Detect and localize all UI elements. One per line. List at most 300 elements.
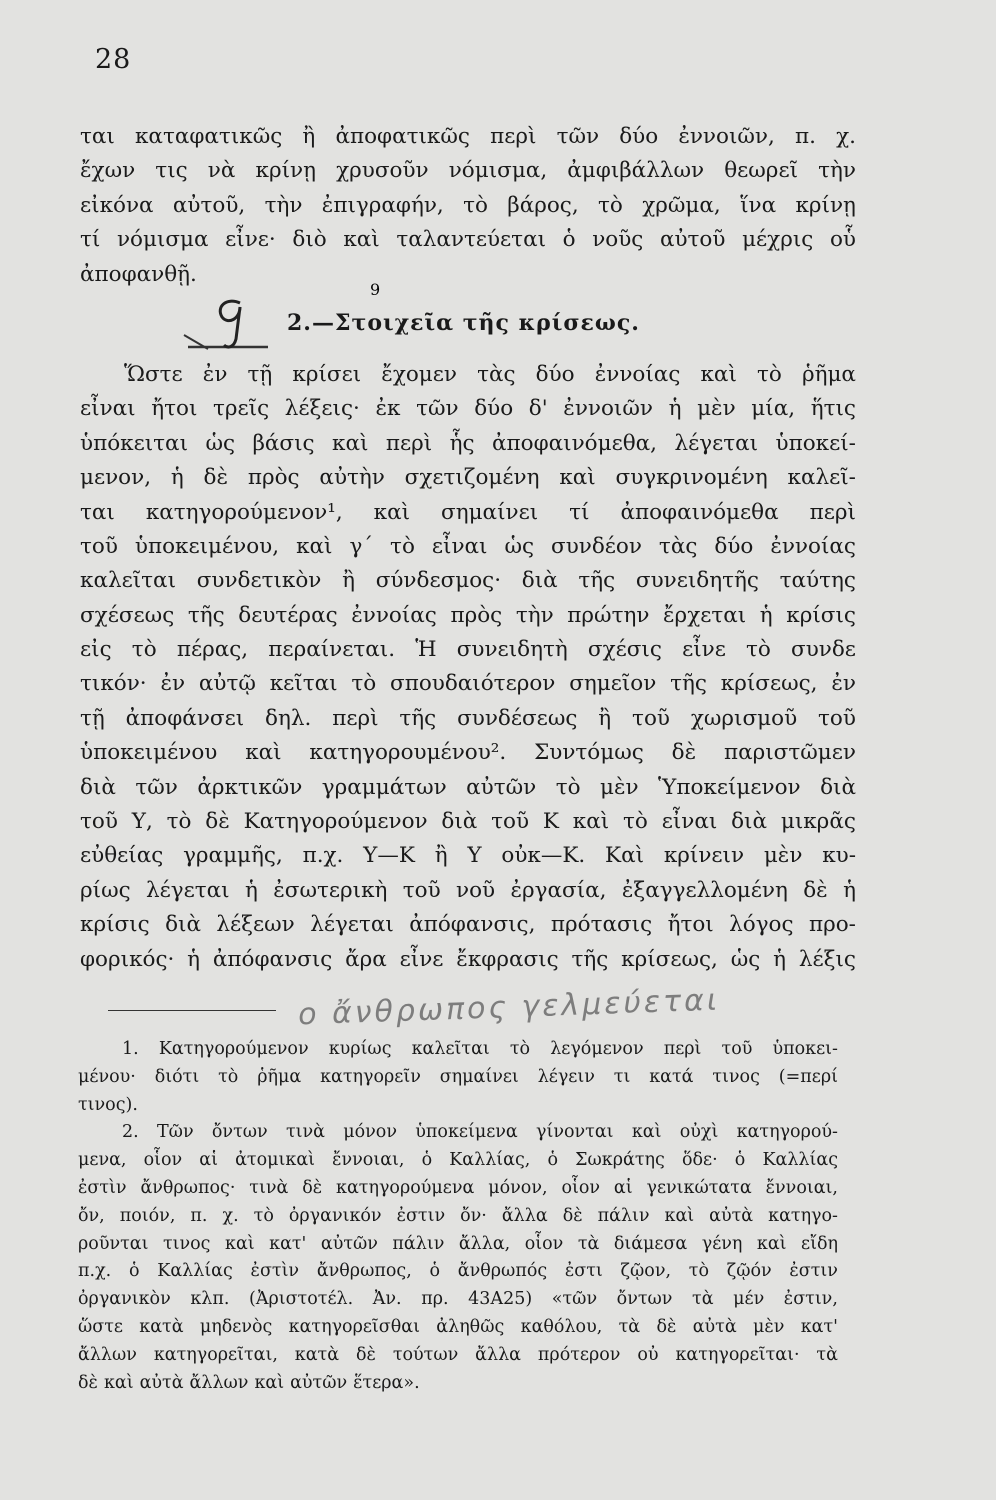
word: εἶνε· — [225, 227, 276, 253]
word: μένου· — [78, 1066, 136, 1087]
word: ὑποκεί- — [775, 430, 856, 456]
word: τικόν· — [80, 671, 147, 697]
word: ἐπιγραφήν, — [321, 192, 444, 218]
word: ζῷον, — [620, 1261, 672, 1282]
word: ὑποκειμένου — [80, 740, 218, 766]
word: ἄλλων — [189, 1372, 249, 1393]
word: τῶν — [416, 396, 459, 422]
text-line — [78, 1231, 838, 1259]
word: Τῶν — [157, 1122, 194, 1143]
word: ται — [80, 499, 115, 525]
word: ἀποφανθῇ. — [80, 261, 197, 287]
word: δὲ — [355, 1344, 376, 1365]
word: ὀργανικόν — [288, 1205, 382, 1226]
word: τῆς — [670, 671, 707, 697]
word: εἴδη — [801, 1233, 838, 1254]
word: κρίσις — [786, 602, 856, 628]
word: τὸ — [131, 637, 157, 663]
word: τὸ — [218, 1066, 239, 1087]
word: ἔννοιαι, — [765, 1177, 838, 1198]
word: συνδέον — [551, 533, 642, 559]
word: Υ — [467, 843, 482, 869]
word: εἰς — [80, 637, 112, 663]
word: ἀπόφανσις — [212, 946, 333, 972]
word: μενα, — [78, 1150, 127, 1171]
word: σημαίνει — [439, 1066, 519, 1087]
text-line — [80, 120, 856, 154]
word: κατηγορεῖται, — [153, 1344, 278, 1365]
word: συνδε — [791, 637, 856, 663]
word: οὐχὶ — [679, 1122, 719, 1143]
word: πρότασις — [550, 912, 653, 938]
word: ἕτερα». — [353, 1372, 420, 1393]
text-line — [78, 1370, 838, 1398]
word: καὶ — [254, 1372, 285, 1393]
word: 1. — [122, 1039, 139, 1059]
word: διότι — [154, 1066, 200, 1087]
text-line — [80, 874, 856, 908]
word: κρίνῃ — [255, 158, 316, 184]
word: ὄν, — [78, 1205, 105, 1226]
word: πάλιν — [392, 1233, 445, 1254]
paragraph-continuation — [80, 120, 856, 292]
word: εἰκόνα — [80, 192, 154, 218]
word: διὰ — [521, 568, 558, 594]
word: δύο — [474, 396, 514, 422]
word: τι — [613, 1066, 631, 1087]
word: ἡ — [759, 602, 773, 628]
word: γενικώτατα — [646, 1177, 752, 1198]
word: αὐτῶν — [466, 774, 537, 800]
word: ἢ — [302, 124, 316, 149]
word: συγκρινομένη — [615, 465, 768, 491]
word: χρῶμα, — [642, 192, 721, 218]
word: ταύτης — [779, 568, 856, 594]
section-heading: 2.—Στοιχεῖα τῆς κρίσεως. — [287, 309, 640, 336]
word: ταλαντεύεται — [396, 227, 547, 253]
section-heading-row — [80, 279, 856, 358]
word: ὁ — [128, 1261, 140, 1282]
word: Κατηγορούμενον — [158, 1039, 309, 1059]
word: καὶ — [559, 465, 596, 491]
word: δύο — [535, 361, 575, 387]
word: ῥῆμα — [801, 361, 856, 387]
word: τὰς — [658, 533, 698, 559]
word: ἡ — [244, 877, 258, 903]
word: σπουδαιότερον — [390, 671, 556, 697]
word: τοῦ — [491, 809, 530, 835]
word: δύο — [619, 124, 659, 149]
word: μὲν — [600, 774, 639, 800]
word: λέξις — [798, 946, 856, 972]
word: οὐκ—Κ. — [501, 843, 586, 869]
word: ἄνθρωπος, — [316, 1261, 412, 1282]
footnote-rule — [108, 1010, 276, 1011]
word: συνειδητὴ — [456, 637, 568, 663]
word: κρίσεως, — [621, 946, 718, 972]
word: π. — [794, 124, 816, 149]
word: καὶ — [756, 1233, 787, 1254]
word: ὁ — [547, 1150, 559, 1171]
word: Κατηγορούμενον — [243, 809, 428, 835]
word: Καὶ — [605, 843, 645, 869]
text-line — [80, 633, 856, 667]
word: ἤτοι — [667, 912, 714, 938]
word: 2. — [122, 1122, 139, 1143]
word: ἧς — [449, 430, 475, 456]
word: ἐργασία, — [510, 877, 607, 903]
word: αὐτοῦ — [659, 227, 726, 253]
word: ὄν· — [460, 1205, 487, 1226]
word: προ- — [808, 912, 856, 938]
word: ἐσωτερικὴ — [273, 877, 388, 903]
word: δηλ. — [265, 705, 312, 731]
text-line — [80, 736, 856, 770]
word: περὶ — [809, 499, 856, 525]
word: δὲ — [803, 877, 828, 903]
word: λέγειν — [537, 1066, 595, 1087]
word: τὸ — [509, 1039, 531, 1059]
word: καὶ — [631, 1122, 662, 1143]
word: χωρισμοῦ — [690, 705, 798, 731]
text-line — [78, 1064, 838, 1092]
word: ἀμφιβάλλων — [567, 158, 705, 184]
word: ἀποφαινόμεθα — [620, 499, 779, 525]
word: Καλλίας, — [449, 1150, 531, 1171]
text-line — [80, 667, 856, 701]
word: αἱ — [199, 1150, 218, 1171]
word: εὐθείας — [80, 843, 164, 869]
word: ἀτομικαὶ — [235, 1150, 315, 1171]
text-line — [78, 1286, 838, 1314]
word: τῇ — [80, 705, 105, 731]
text-line — [80, 771, 856, 805]
text-line — [80, 805, 856, 839]
word: ἐστιν — [396, 1205, 446, 1226]
word: περὶ — [490, 124, 537, 149]
word: ἡ — [773, 946, 787, 972]
word: π.χ. — [78, 1261, 112, 1282]
word: καταφατικῶς — [134, 124, 283, 149]
word: τινος). — [78, 1094, 138, 1115]
word: αὐτοῦ, — [172, 192, 246, 218]
word: τῶν — [556, 124, 600, 149]
word: αἱ — [613, 1177, 633, 1198]
word: π.χ. — [302, 843, 344, 869]
word: ἐστιν — [789, 1261, 838, 1282]
word: σχετιζομένη — [404, 465, 540, 491]
word: ἐστὶν — [78, 1177, 127, 1198]
word: τοῦ — [632, 705, 670, 731]
word: ἢ — [434, 843, 448, 869]
word: ἐν — [831, 671, 856, 697]
word: ται — [80, 124, 115, 149]
text-line — [80, 908, 856, 942]
text-line — [80, 461, 856, 495]
word: φορικός· — [80, 946, 175, 972]
word: Ἡ — [415, 637, 437, 663]
word: ἐστι — [564, 1261, 603, 1282]
word: ἄλλα, — [458, 1233, 511, 1254]
word: καὶ — [572, 809, 610, 835]
word: αὐτὰ — [692, 1316, 737, 1337]
word: 43Α25) — [468, 1289, 533, 1310]
word: πάλιν — [597, 1205, 650, 1226]
word: καὶ — [296, 533, 333, 559]
word: τὰ — [816, 1344, 838, 1365]
word: γραμμῆς, — [183, 843, 283, 869]
word: κυ- — [822, 843, 856, 869]
word: κλπ. — [190, 1289, 230, 1310]
word: ἵνα — [740, 192, 777, 218]
text-line — [80, 530, 856, 564]
word: τοῦ — [818, 705, 856, 731]
word: ὁ — [734, 1150, 746, 1171]
word: κατὰ — [139, 1316, 184, 1337]
word: καὶ — [343, 227, 380, 253]
word: μόνον — [343, 1122, 397, 1143]
word: μέχρις — [742, 227, 814, 253]
word: τῆς — [399, 705, 437, 731]
main-paragraph — [80, 358, 856, 977]
word: καὶ — [103, 1372, 134, 1393]
word: κρίνειν — [663, 843, 745, 869]
word: ρίως — [80, 877, 131, 903]
word: δὲ — [562, 1205, 583, 1226]
word: μενον, — [80, 465, 152, 491]
handwritten-margin-mark — [170, 279, 381, 357]
word: δ' — [528, 396, 548, 422]
footnotes — [78, 1036, 838, 1397]
word: ἡ — [668, 396, 682, 422]
word: ἐν — [202, 361, 228, 387]
word: ἔχομεν — [381, 361, 457, 387]
word: σημαίνει — [441, 499, 539, 525]
word: εἶναι — [80, 396, 136, 422]
word: καθόλου, — [520, 1316, 603, 1337]
word: δὲ — [656, 1316, 677, 1337]
word: σύνδεσμος· — [375, 568, 502, 594]
word: τὴν — [515, 602, 554, 628]
word: ὄντων — [211, 1122, 268, 1143]
word: ὄντων — [616, 1289, 673, 1310]
word: συνδέσεως — [457, 705, 578, 731]
word: Καλλίας — [762, 1150, 838, 1171]
word: εἶνε — [399, 946, 444, 972]
word: Σωκράτης — [575, 1150, 665, 1171]
text-line — [78, 1314, 838, 1342]
word: ἄλλα — [501, 1205, 548, 1226]
word: ἄρα — [345, 946, 387, 972]
text-line — [80, 496, 856, 530]
text-line — [78, 1175, 838, 1203]
word: Υ, — [131, 809, 153, 835]
word: λόγος — [729, 912, 794, 938]
word: διάμεσα — [613, 1233, 688, 1254]
word: δὲ — [205, 809, 230, 835]
word: περὶ — [385, 430, 433, 456]
word: κατηγο- — [768, 1205, 838, 1226]
word: διὸ — [292, 227, 327, 253]
word: μηδενὸς — [199, 1316, 273, 1337]
word: πρὸς — [450, 602, 503, 628]
word: ἤτοι — [151, 396, 198, 422]
word: ἄλλα — [475, 1344, 521, 1365]
word: ὡς — [504, 533, 535, 559]
word: βάσις — [252, 430, 315, 456]
text-line — [80, 599, 856, 633]
word: αὐτῶν — [320, 1233, 378, 1254]
word: τὴν — [818, 158, 856, 184]
word: χ. — [836, 124, 856, 149]
word: ἐννοιῶν, — [678, 124, 775, 149]
word: αὐτῶν — [290, 1372, 348, 1393]
word: ὑποκείμενα — [415, 1122, 518, 1143]
word: τινὰ — [285, 1122, 325, 1143]
word: περὶ — [663, 1039, 702, 1059]
word: Ἀν. — [372, 1289, 402, 1310]
word: διὰ — [820, 774, 856, 800]
word: οἷον — [524, 1233, 564, 1254]
word: μὲν — [763, 843, 803, 869]
word: καλεῖ- — [787, 465, 856, 491]
word: καὶ — [373, 499, 411, 525]
word: τῆς — [578, 568, 616, 594]
word: μὲν — [753, 1316, 785, 1337]
word: δὲ — [671, 740, 697, 766]
word: τὸ — [166, 809, 192, 835]
word: ἡ — [170, 465, 184, 491]
word: ἢ — [342, 568, 355, 594]
text-line — [80, 702, 856, 736]
word: δευτέρας — [238, 602, 338, 628]
page-number: 28 — [95, 44, 132, 75]
text-line — [80, 564, 856, 598]
word: δὲ — [78, 1372, 98, 1393]
word: λέξεις· — [284, 396, 360, 422]
word: κατηγορού- — [736, 1122, 838, 1143]
word: κατηγορουμένου². — [309, 740, 507, 766]
text-line — [80, 223, 856, 257]
word: τὸ — [463, 192, 488, 218]
word: ἔκφρασις — [456, 946, 559, 972]
word: ὑποκει- — [772, 1039, 838, 1059]
word: (=περί — [778, 1066, 838, 1087]
word: ἀποφαινόμεθα, — [491, 430, 658, 456]
handwritten-note: ο ἄνθρωπος γελμεύεται — [297, 982, 721, 1033]
word: κρίσεως, — [720, 671, 818, 697]
word: ὅδε· — [681, 1150, 718, 1171]
word: ἐννοίας — [770, 533, 856, 559]
word: καὶ — [245, 740, 282, 766]
word: τινος — [162, 1233, 211, 1254]
word: λέγεται — [146, 877, 230, 903]
word: κατὰ — [294, 1344, 340, 1365]
word: π. — [190, 1205, 208, 1226]
word: κρίσει — [292, 361, 362, 387]
word: Καλλίας — [157, 1261, 233, 1282]
word: τῆς — [571, 946, 609, 972]
word: καὶ — [664, 1205, 695, 1226]
word: γένη — [701, 1233, 743, 1254]
word: τὸ — [623, 809, 648, 835]
word: λέγεται — [674, 430, 759, 456]
word: τὸ — [688, 1261, 709, 1282]
word: τις — [155, 158, 188, 184]
word: γραμμάτων — [321, 774, 447, 800]
word: συνδετικὸν — [196, 568, 322, 594]
word: τοῦ — [402, 877, 441, 903]
word: τοῦ — [80, 533, 118, 559]
word: ἔννοιαι, — [332, 1150, 405, 1171]
word: τῶν — [135, 774, 178, 800]
text-line — [80, 943, 856, 977]
word: ἀποφάνσει — [125, 705, 245, 731]
word: κατηγορεῖται· — [675, 1344, 800, 1365]
word: περαίνεται. — [268, 637, 396, 663]
word: πρότερον — [537, 1344, 621, 1365]
word: κυρίως — [328, 1039, 392, 1059]
word: αὐτὰ — [709, 1205, 754, 1226]
word: κρίσις — [80, 912, 150, 938]
word: οἷον — [143, 1150, 183, 1171]
word: τρεῖς — [213, 396, 270, 422]
word: τί — [80, 227, 101, 253]
word: κατηγορεῖσθαι — [288, 1316, 420, 1337]
word: οὗ — [829, 227, 856, 253]
margin-mark-label: 9 — [370, 279, 381, 299]
word: δὲ — [203, 465, 229, 491]
word: λέγεται — [310, 912, 394, 938]
word: αὐτῷ — [198, 671, 256, 697]
word: τοῦ — [80, 809, 118, 835]
text-line — [80, 258, 856, 292]
word: ἀρκτικῶν — [197, 774, 303, 800]
main-text — [80, 120, 856, 977]
word: γ΄ — [349, 533, 374, 559]
word: Υ—Κ — [363, 843, 415, 869]
word: ἀληθῶς — [436, 1316, 505, 1337]
word: ἐννοιῶν — [563, 396, 653, 422]
text-line — [80, 392, 856, 426]
word: οἷον — [561, 1177, 601, 1198]
word: τὸ — [253, 1205, 274, 1226]
word: τινος — [712, 1066, 760, 1087]
text-line — [80, 427, 856, 461]
word: ἔρχεται — [663, 602, 747, 628]
word: καλεῖται — [80, 568, 176, 594]
word: εἶναι — [431, 533, 488, 559]
word: πρώτην — [567, 602, 650, 628]
word: καὶ — [225, 1233, 255, 1254]
word: «τῶν — [551, 1289, 598, 1310]
word: μέν — [733, 1289, 765, 1310]
word: λεγόμενον — [550, 1039, 644, 1059]
text-line — [78, 1147, 838, 1175]
word: ῥῆμα — [257, 1066, 302, 1087]
word: τοῦ — [721, 1039, 753, 1059]
text-line — [78, 1119, 838, 1147]
word: αὐτὴν — [319, 465, 385, 491]
word: κατ' — [800, 1316, 838, 1337]
word: ροῦνται — [78, 1233, 149, 1254]
word: τὸ — [555, 774, 581, 800]
text-line — [78, 1036, 838, 1064]
word: χ. — [222, 1205, 239, 1226]
word: ὑποκειμένου, — [134, 533, 280, 559]
word: σχέσις — [587, 637, 662, 663]
word: κεῖται — [269, 671, 338, 697]
